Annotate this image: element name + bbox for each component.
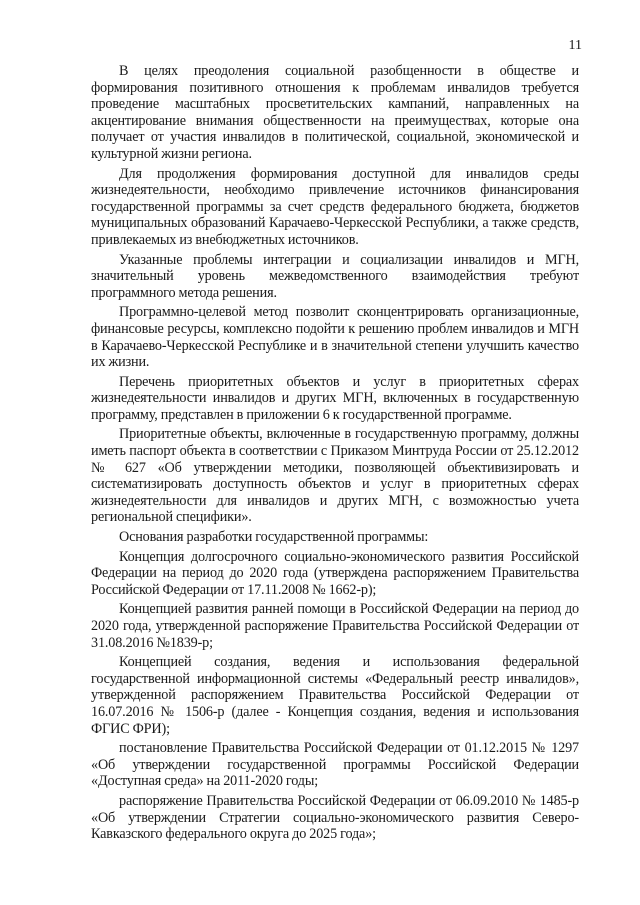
paragraph: Программно-целевой метод позволит сконцентрировать организационные, финансовые ресурсы, комплексно подойти к решению проблем инвалидов и МГН в Карачаево-Черкесской Республике и в значительной степени улучшить качество их жизни. [91, 304, 579, 371]
paragraph: Приоритетные объекты, включенные в государственную программу, должны иметь паспорт объекта в соответствии с Приказом Минтруда России от 25.12.2012 № 627 «Об утверждении методики, позволяющей объективизировать и систематизировать доступность объектов и услуг в приоритетных сферах жизнедеятельности для инвалидов и других МГН, с возможностью учета региональной специфики». [91, 426, 579, 526]
paragraph: распоряжение Правительства Российской Федерации от 06.09.2010 № 1485-р «Об утверждении Стратегии социально-экономического развития Северо-Кавказского федерального округа до 2025 года»; [91, 792, 579, 843]
paragraph: Концепцией развития ранней помощи в Российской Федерации на период до 2020 года, утвержденной распоряжение Правительства Российской Федерации от 31.08.2016 №1839-р; [91, 601, 579, 651]
paragraph: В целях преодоления социальной разобщенности в обществе и формирования позитивного отношения к проблемам инвалидов требуется проведение масштабных просветительских кампаний, направленных на акцентирование внимания общественности на преимуществах, которые она получает от участия инвалидов в политической, социальной, экономической и культурной жизни региона. [91, 63, 579, 162]
paragraph: Основания разработки государственной программы: [119, 529, 429, 546]
paragraph: постановление Правительства Российской Федерации от 01.12.2015 № 1297 «Об утверждении государственной программы Российской Федерации «Доступная среда» на 2011-2020 годы; [91, 740, 579, 790]
paragraph: Указанные проблемы интеграции и социализации инвалидов и МГН, значительный уровень межведомственного взаимодействия требуют программного метода решения. [91, 251, 579, 301]
paragraph: Перечень приоритетных объектов и услуг в приоритетных сферах жизнедеятельности инвалидов и других МГН, включенных в государственную программу, представлен в приложении 6 к государственной программе. [91, 373, 579, 423]
page-number: 11 [568, 38, 582, 53]
paragraph: Концепция долгосрочного социально-экономического развития Российской Федерации на период до 2020 года (утверждена распоряжением Правительства Российской Федерации от 17.11.2008 № 1662-р); [91, 548, 579, 598]
document-body [91, 63, 579, 843]
paragraph: Для продолжения формирования доступной для инвалидов среды жизнедеятельности, необходимо привлечение источников финансирования государственной программы за счет средств федерального бюджета, бюджетов муниципальных образований Карачаево-Черкесской Республики, а также средств, привлекаемых из внебюджетных источников. [91, 165, 579, 248]
paragraph: Концепцией создания, ведения и использования федеральной государственной информационной системы «Федеральный реестр инвалидов», утвержденной распоряжением Правительства Российской Федерации от 16.07.2016 № 1506-р (далее - Концепция создания, ведения и использования ФГИС ФРИ); [91, 654, 579, 737]
